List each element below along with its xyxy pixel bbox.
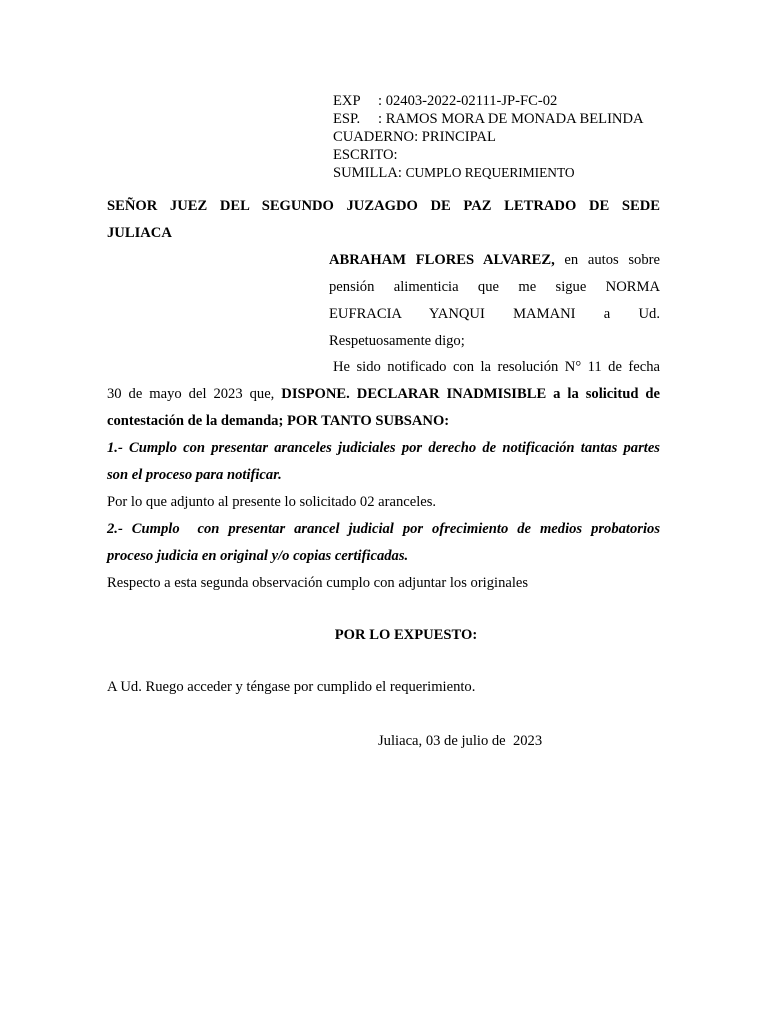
escrito-row: ESCRITO: (333, 147, 398, 163)
addressee (107, 193, 660, 247)
notification-line-1: He sido notificado con la resolución N° 11 de fecha (333, 359, 660, 375)
petitioner-name: ABRAHAM FLORES ALVAREZ, (329, 252, 555, 268)
intro-line-3: EUFRACIA YANQUI MAMANI a Ud. (329, 306, 660, 322)
item-2-note: Respecto a esta segunda observación cumplo con adjuntar los originales (107, 575, 529, 591)
item-1-line-2: son el proceso para notificar. (107, 467, 282, 483)
intro-line-4: Respetuosamente digo; (329, 333, 465, 349)
notification-date-text: 30 de mayo del 2023 que, (107, 386, 282, 402)
sumilla-value: CUMPLO REQUERIMIENTO (405, 165, 575, 180)
case-header (333, 92, 644, 182)
body-paragraphs (107, 354, 660, 597)
place-date: Juliaca, 03 de julio de 2023 (378, 733, 543, 749)
intro-line-1-rest: en autos sobre (554, 252, 660, 268)
esp-value: : RAMOS MORA DE MONADA BELINDA (378, 111, 644, 127)
exp-row (333, 92, 644, 110)
closing-request: A Ud. Ruego acceder y téngase por cumplido el requerimiento. (107, 679, 476, 695)
esp-row (333, 110, 644, 128)
intro-line-2: pensión alimenticia que me sigue NORMA (329, 279, 660, 295)
dispone-text: DISPONE. DECLARAR INADMISIBLE a la solicitud de (281, 386, 660, 402)
item-2-line-2: proceso judicia en original y/o copias certificadas. (107, 548, 409, 564)
cuaderno-row: CUADERNO: PRINCIPAL (333, 129, 496, 145)
intro-line-1 (329, 247, 660, 274)
item-1-line-1: 1.- Cumplo con presentar aranceles judiciales por derecho de notificación tantas partes (107, 440, 660, 456)
closing-title: POR LO EXPUESTO: (334, 627, 478, 643)
item-2-line-1: 2.- Cumplo con presentar arancel judicial por ofrecimiento de medios probatorios (107, 521, 660, 537)
intro-paragraph (329, 247, 660, 355)
sumilla-row (333, 164, 644, 182)
addressee-line-1: SEÑOR JUEZ DEL SEGUNDO JUZAGDO DE PAZ LETRADO DE SEDE (107, 198, 660, 214)
notification-line-3: contestación de la demanda; POR TANTO SUBSANO: (107, 413, 450, 429)
addressee-line-2: JULIACA (107, 225, 172, 241)
esp-label: ESP. (333, 111, 361, 127)
exp-value: : 02403-2022-02111-JP-FC-02 (378, 93, 558, 109)
exp-label: EXP (333, 93, 361, 109)
sumilla-label: SUMILLA: (333, 165, 402, 181)
item-1-note: Por lo que adjunto al presente lo solicitado 02 aranceles. (107, 494, 437, 510)
notification-line-2 (107, 381, 660, 408)
